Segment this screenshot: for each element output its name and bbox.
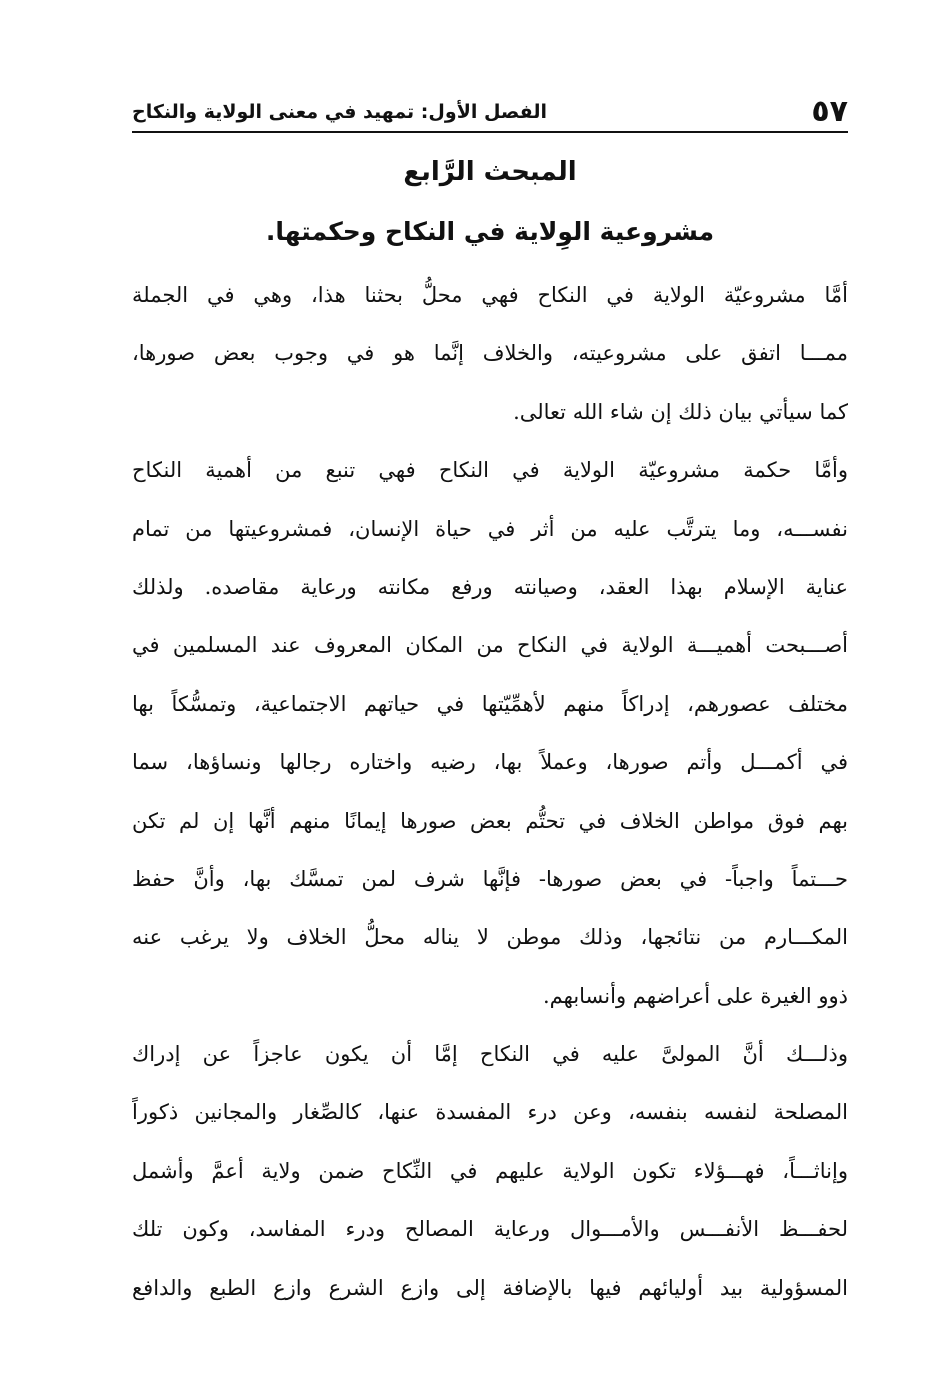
text-line: أصـــبحت أهميـــة الولاية في النكاح من المكان المعروف عند المسلمين في	[132, 633, 848, 658]
text-line: مختلف عصورهم، إدراكاً منهم لأهمِّيّتها في حياتهم الاجتماعية، وتمسُّكاً بها	[132, 691, 848, 716]
text-line: وذلـــك أنَّ المولىَّ عليه في النكاح إمَّا أن يكون عاجزاً عن إدراك	[132, 1042, 848, 1067]
text-line: حـــتماً واجباً- في بعض صورها- فإنَّها شرف لمن تمسَّك بها، وأنَّ حفظ	[132, 866, 848, 891]
text-line: المسؤولية بيد أوليائهم فيها بالإضافة إلى وازع الشرع وازع الطبع والدافع	[132, 1275, 848, 1300]
text-line: نفســـه، وما يترتَّب عليه من أثر في حياة الإنسان، فمشروعيتها من تمام	[132, 516, 848, 541]
text-line: عناية الإسلام بهذا العقد، وصيانته ورفع مكانته ورعاية مقاصده. ولذلك	[132, 574, 848, 599]
text-line: وأمَّا حكمة مشروعيّة الولاية في النكاح فهي تنبع من أهمية النكاح	[132, 458, 848, 483]
paragraph	[132, 1025, 848, 1317]
text-line: في أكمـــل وأتم صورها، وعملاً بها، رضيه واختاره رجالها ونساؤها، سما	[132, 750, 848, 775]
running-header	[132, 92, 848, 132]
body-text	[132, 266, 848, 1317]
text-line: لحفـــظ الأنفـــس والأمـــوال ورعاية المصالح ودرء المفاسد، وكون تلك	[132, 1217, 848, 1242]
text-line: وإناثـــاً، فهـــؤلاء تكون الولاية عليهم في النِّكاح ضمن ولاية أعمَّ وأشمل	[132, 1158, 848, 1183]
paragraph	[132, 441, 848, 1025]
text-line: أمَّا مشروعيّة الولاية في النكاح فهي محلُّ بحثنا هذا، وهي في الجملة	[132, 283, 848, 307]
text-line: ذوو الغيرة على أعراضهم وأنسابهم.	[542, 983, 848, 1008]
header-rule	[132, 131, 848, 133]
paragraph	[132, 266, 848, 441]
chapter-title: الفصل الأول: تمهيد في معنى الولاية والنكاح	[132, 101, 547, 123]
text-line: ممـــا اتفق على مشروعيته، والخلاف إنَّما هو في وجوب بعض صورها،	[132, 341, 848, 366]
page-number: ٥٧	[811, 94, 848, 129]
text-line: المصلحة لنفسه بنفسه، وعن درء المفسدة عنها، كالصِّغار والمجانين ذكوراً	[132, 1100, 848, 1125]
text-line: المكـــارم من نتائجها، وذلك موطن لا يناله محلُّ الخلاف ولا يرغب عنه	[132, 925, 848, 950]
text-line: كما سيأتي بيان ذلك إن شاء الله تعالى.	[513, 399, 848, 424]
text-line: بهم فوق مواطن الخلاف في تحتُّم بعض صورها إيمانًا منهم أنَّها إن لم تكن	[132, 808, 848, 833]
section-heading: المبحث الرَّابع	[403, 157, 577, 187]
section-subheading: مشروعية الوِلاية في النكاح وحكمتها.	[265, 217, 715, 246]
